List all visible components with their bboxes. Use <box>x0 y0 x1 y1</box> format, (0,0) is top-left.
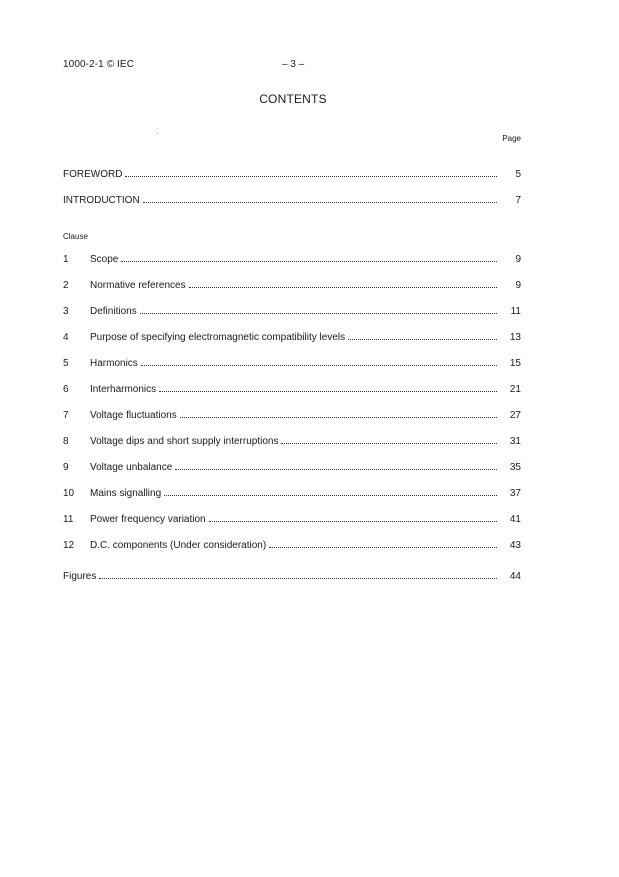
toc-clause-6[interactable] <box>63 381 521 395</box>
clause-number: 4 <box>63 332 69 343</box>
page-column-label: Page <box>502 134 521 143</box>
toc-entry-page: 31 <box>509 436 521 447</box>
toc-entry-introduction[interactable] <box>63 192 521 206</box>
dot-leader <box>281 443 497 444</box>
dot-leader <box>269 547 497 548</box>
toc-entry-title: Voltage fluctuations <box>90 410 177 421</box>
toc-entry-page: 37 <box>509 488 521 499</box>
clause-number: 8 <box>63 436 69 447</box>
toc-clause-9[interactable] <box>63 459 521 473</box>
toc-clause-8[interactable] <box>63 433 521 447</box>
clause-column-label: Clause <box>63 232 88 241</box>
dot-leader <box>189 287 497 288</box>
clause-number: 12 <box>63 540 75 551</box>
toc-clause-1[interactable] <box>63 251 521 265</box>
clause-number: 5 <box>63 358 69 369</box>
toc-clause-11[interactable] <box>63 511 521 525</box>
toc-entry-title: Normative references <box>90 280 186 291</box>
clause-number: 1 <box>63 254 69 265</box>
toc-entry-page: 9 <box>515 254 521 265</box>
toc-entry-title: Purpose of specifying electromagnetic compatibility levels <box>90 332 346 343</box>
dot-leader <box>164 495 497 496</box>
dot-leader <box>159 391 497 392</box>
toc-entry-page: 41 <box>509 514 521 525</box>
page-title: CONTENTS <box>259 92 327 106</box>
document-reference: 1000-2-1 © IEC <box>63 59 135 70</box>
clause-number: 9 <box>63 462 69 473</box>
scan-speck <box>157 133 158 134</box>
dot-leader <box>99 578 497 579</box>
toc-entry-title: Power frequency variation <box>90 514 206 525</box>
toc-entry-page: 43 <box>509 540 521 551</box>
toc-entry-title: Definitions <box>90 306 137 317</box>
clause-number: 6 <box>63 384 69 395</box>
toc-clause-2[interactable] <box>63 277 521 291</box>
dot-leader <box>141 365 497 366</box>
dot-leader <box>121 261 497 262</box>
toc-entry-page: 11 <box>510 306 521 317</box>
dot-leader <box>209 521 497 522</box>
page-number: – 3 – <box>282 59 305 70</box>
toc-entry-page: 7 <box>515 195 521 206</box>
toc-entry-title: Scope <box>90 254 119 265</box>
toc-entry-title: Mains signalling <box>90 488 162 499</box>
clause-number: 3 <box>63 306 69 317</box>
toc-clause-12[interactable] <box>63 537 521 551</box>
toc-entry-page: 27 <box>509 410 521 421</box>
toc-clause-7[interactable] <box>63 407 521 421</box>
toc-entry-title: FOREWORD <box>63 169 123 180</box>
toc-entry-page: 9 <box>515 280 521 291</box>
dot-leader <box>143 202 497 203</box>
clause-number: 7 <box>63 410 69 421</box>
toc-entry-page: 5 <box>515 169 521 180</box>
clause-number: 2 <box>63 280 69 291</box>
clause-number: 11 <box>63 514 74 525</box>
toc-entry-page: 35 <box>509 462 521 473</box>
toc-clause-4[interactable] <box>63 329 521 343</box>
toc-entry-title: Harmonics <box>90 358 138 369</box>
toc-clause-3[interactable] <box>63 303 521 317</box>
toc-clause-10[interactable] <box>63 485 521 499</box>
toc-entry-title: INTRODUCTION <box>63 195 140 206</box>
toc-entry-page: 15 <box>509 358 521 369</box>
dot-leader <box>175 469 497 470</box>
toc-entry-page: 21 <box>509 384 521 395</box>
toc-entry-title: Interharmonics <box>90 384 157 395</box>
clause-number: 10 <box>63 488 75 499</box>
toc-entry-title: Voltage dips and short supply interruptions <box>90 436 279 447</box>
toc-entry-title: Voltage unbalance <box>90 462 173 473</box>
dot-leader <box>125 176 497 177</box>
dot-leader <box>140 313 497 314</box>
dot-leader <box>348 339 497 340</box>
dot-leader <box>180 417 497 418</box>
toc-entry-title: D.C. components (Under consideration) <box>90 540 267 551</box>
toc-entry-page: 13 <box>509 332 521 343</box>
toc-entry-title: Figures <box>63 571 97 582</box>
toc-entry-figures[interactable] <box>63 568 521 582</box>
toc-clause-5[interactable] <box>63 355 521 369</box>
toc-entry-foreword[interactable] <box>63 166 521 180</box>
toc-entry-page: 44 <box>509 571 521 582</box>
